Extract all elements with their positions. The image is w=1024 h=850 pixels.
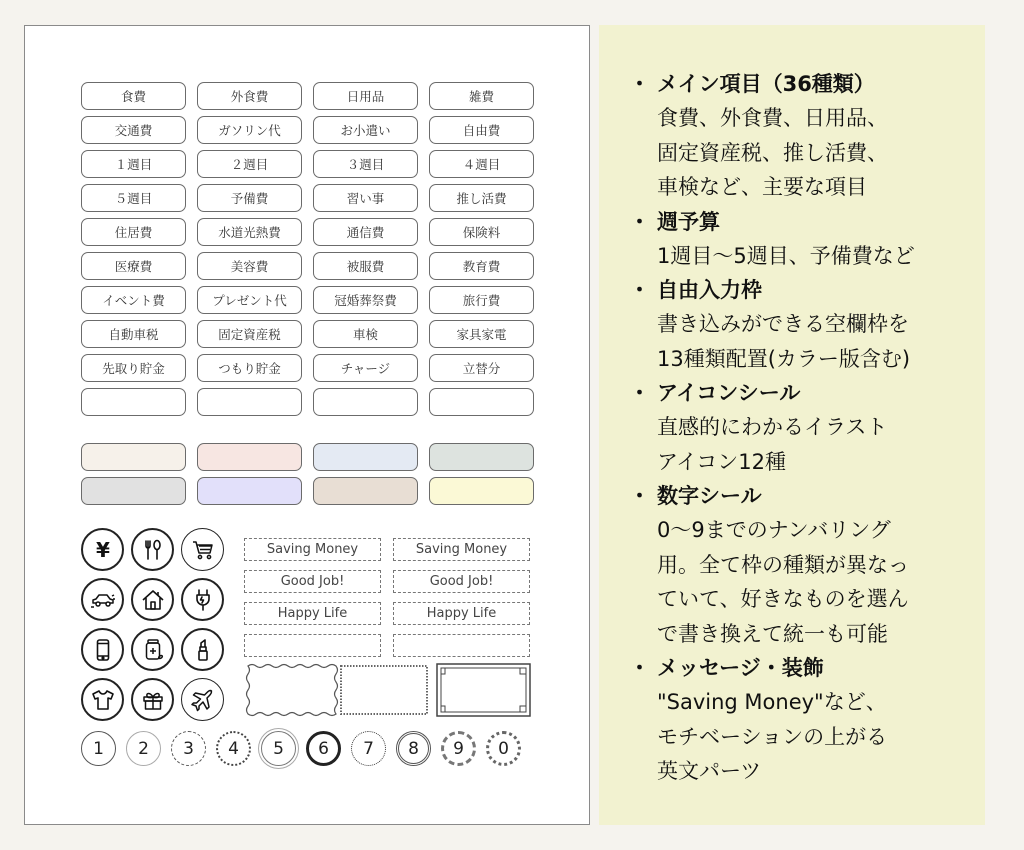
number-sticker: 3 [171,731,206,766]
stitched-frame [341,666,427,714]
number-sticker: 4 [216,731,251,766]
label-sticker: チャージ [313,354,418,382]
blank-label-sticker [313,388,418,416]
number-sticker: 9 [441,731,476,766]
feature-text: "Saving Money"など、 モチベーションの上がる 英文パーツ [657,690,888,783]
label-sticker: 雑費 [429,82,534,110]
label-sticker: 医療費 [81,252,186,280]
feature-heading: ・ メイン項目（36種類） [633,67,973,101]
color-blank-sticker [429,477,534,505]
number-sticker: 5 [261,731,296,766]
label-sticker: 家具家電 [429,320,534,348]
fork-spoon-icon [131,528,174,571]
number-sticker: 1 [81,731,116,766]
label-sticker: 自動車税 [81,320,186,348]
color-blank-sticker [429,443,534,471]
label-sticker: 交通費 [81,116,186,144]
number-sticker: 8 [396,731,431,766]
label-sticker: 自由費 [429,116,534,144]
shopping-cart-icon [181,528,224,571]
feature-text: 食費、外食費、日用品、 固定資産税、推し活費、 車検など、主要な項目 [657,106,888,199]
label-sticker: 美容費 [197,252,302,280]
message-sticker: Happy Life [393,602,530,625]
label-sticker: 固定資産税 [197,320,302,348]
label-sticker: 立替分 [429,354,534,382]
feature-heading: ・ 自由入力枠 [633,273,973,307]
color-blank-sticker [313,443,418,471]
feature-item [633,67,973,205]
feature-heading: ・ 週予算 [633,205,973,239]
label-sticker: ５週目 [81,184,186,212]
tshirt-icon [81,678,124,721]
message-sticker: Saving Money [393,538,530,561]
feature-text: 0〜9までのナンバリング 用。全て枠の種類が異なっ ていて、好きなものを選ん で書き換えて統一も可能 [657,518,909,646]
blank-label-sticker [81,388,186,416]
message-sticker: Good Job! [393,570,530,593]
icon-sticker-grid [81,528,224,721]
label-sticker: ３週目 [313,150,418,178]
number-sticker: 0 [486,731,521,766]
feature-heading: ・ 数字シール [633,479,973,513]
plug-icon [181,578,224,621]
blank-label-sticker [197,388,302,416]
color-blank-sticker [81,477,186,505]
label-sticker: 先取り貯金 [81,354,186,382]
number-sticker: 2 [126,731,161,766]
feature-list [633,67,973,789]
color-blank-grid [81,443,534,505]
label-sticker: 推し活費 [429,184,534,212]
blank-message-sticker [393,634,530,657]
label-sticker: ガソリン代 [197,116,302,144]
svg-text:¥: ¥ [95,537,110,562]
label-sticker: ４週目 [429,150,534,178]
label-sticker: 通信費 [313,218,418,246]
label-sticker: 外食費 [197,82,302,110]
label-sticker: 予備費 [197,184,302,212]
color-blank-sticker [197,443,302,471]
blank-label-sticker [429,388,534,416]
label-sticker: 被服費 [313,252,418,280]
message-sticker: Good Job! [244,570,381,593]
number-sticker: 6 [306,731,341,766]
message-sticker-grid [244,538,530,657]
category-label-grid [81,82,534,416]
label-sticker: 住居費 [81,218,186,246]
description-panel [599,25,985,825]
smartphone-icon [81,628,124,671]
label-sticker: 食費 [81,82,186,110]
label-sticker: 冠婚葬祭費 [313,286,418,314]
car-icon [81,578,124,621]
message-sticker: Happy Life [244,602,381,625]
sticker-sheet [24,25,590,825]
gift-icon [131,678,174,721]
feature-text: 書き込みができる空欄枠を 13種類配置(カラー版含む) [657,312,911,371]
feature-heading: ・ アイコンシール [633,376,973,410]
color-blank-sticker [197,477,302,505]
medicine-icon [131,628,174,671]
feature-item [633,205,973,274]
feature-item [633,479,973,651]
label-sticker: お小遣い [313,116,418,144]
number-sticker-row [81,731,521,766]
feature-item [633,651,973,789]
label-sticker: つもり貯金 [197,354,302,382]
feature-text: 1週目〜5週目、予備費など [657,243,915,268]
label-sticker: 習い事 [313,184,418,212]
label-sticker: 旅行費 [429,286,534,314]
number-sticker: 7 [351,731,386,766]
label-sticker: 教育費 [429,252,534,280]
color-blank-sticker [81,443,186,471]
feature-heading: ・ メッセージ・装飾 [633,651,973,685]
label-sticker: １週目 [81,150,186,178]
feature-item [633,273,973,376]
feature-item [633,376,973,479]
house-icon [131,578,174,621]
decorative-frames [244,662,534,718]
label-sticker: プレゼント代 [197,286,302,314]
feature-text: 直感的にわかるイラスト アイコン12種 [657,415,888,474]
label-sticker: イベント費 [81,286,186,314]
scalloped-frame [247,665,338,716]
label-sticker: 車検 [313,320,418,348]
yen-icon [81,528,124,571]
lipstick-icon [181,628,224,671]
message-sticker: Saving Money [244,538,381,561]
label-sticker: 水道光熱費 [197,218,302,246]
blank-message-sticker [244,634,381,657]
label-sticker: 日用品 [313,82,418,110]
corner-frame-outer [437,664,530,716]
airplane-icon [181,678,224,721]
label-sticker: 保険料 [429,218,534,246]
color-blank-sticker [313,477,418,505]
label-sticker: ２週目 [197,150,302,178]
